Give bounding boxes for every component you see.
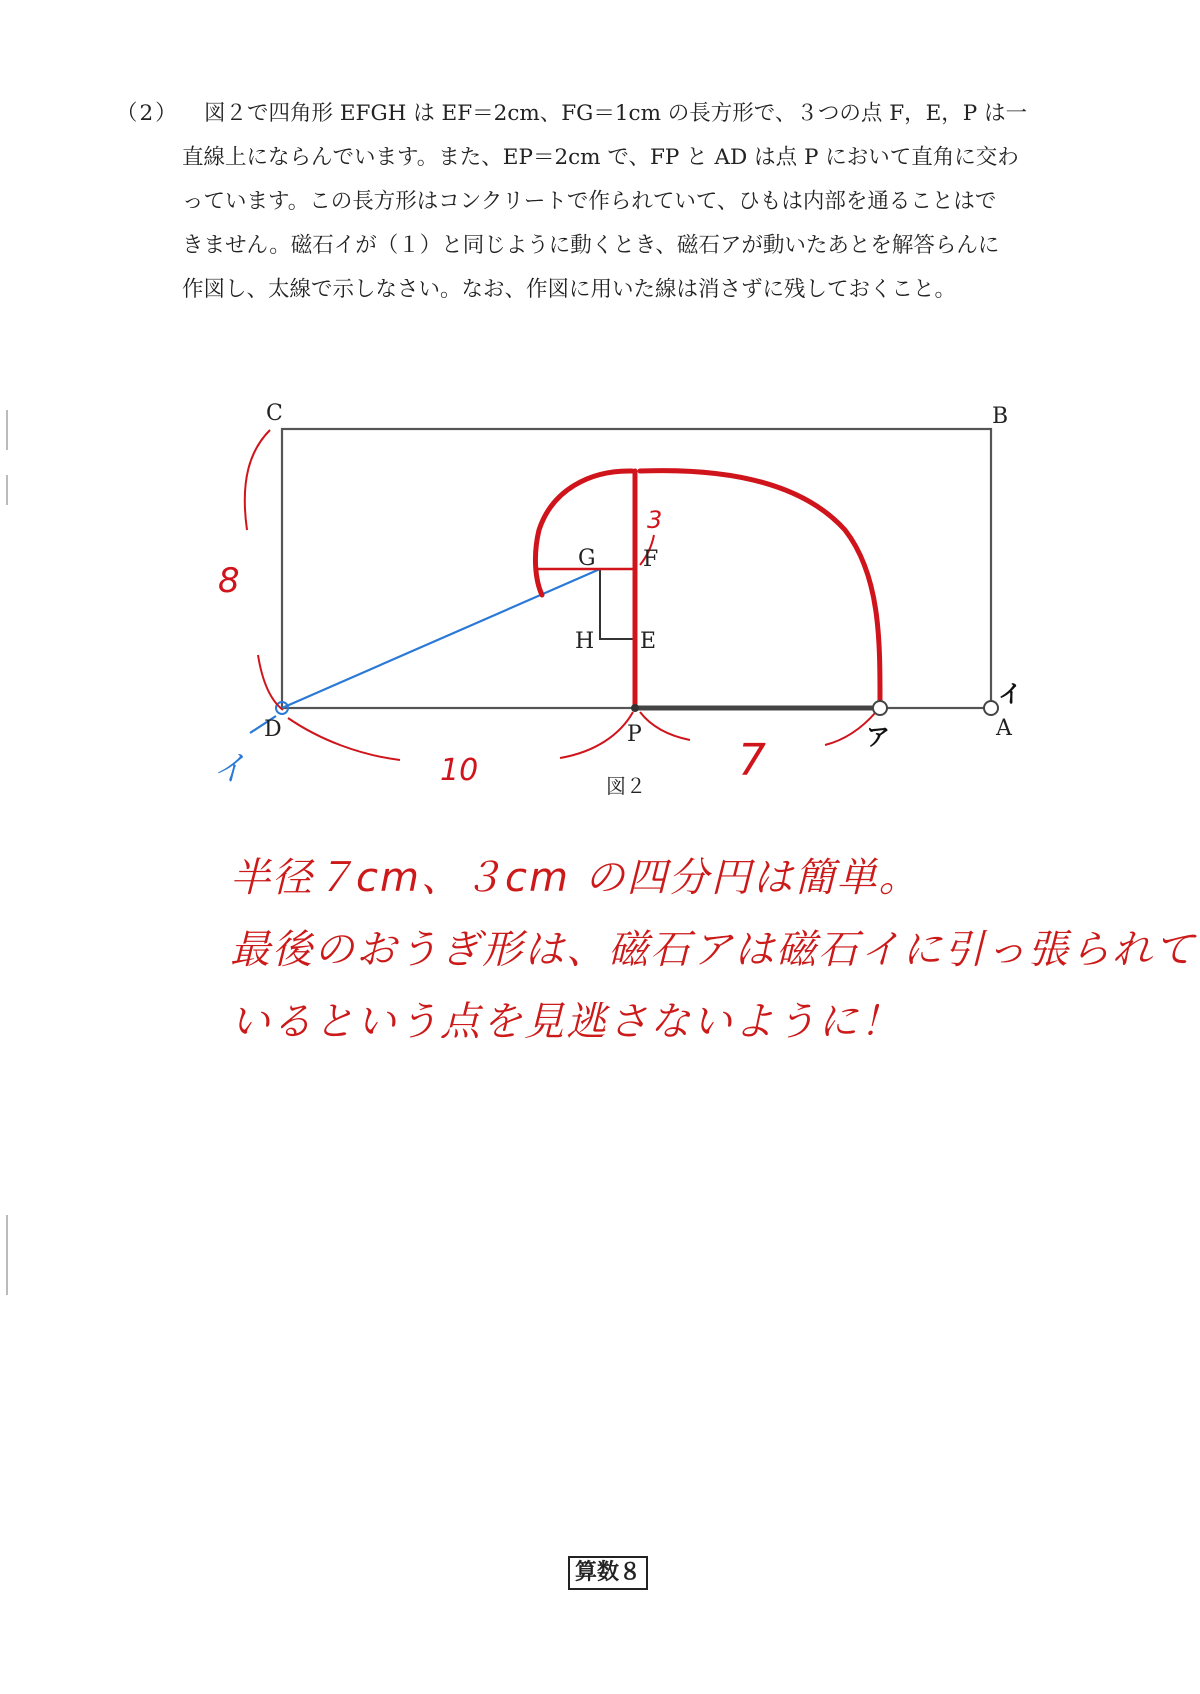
label-d: D — [264, 717, 282, 742]
dimension-arc-cd — [245, 430, 270, 530]
label-f: F — [643, 547, 659, 572]
label-p: P — [627, 722, 642, 747]
problem-number: （2） — [116, 101, 179, 126]
label-a: A — [996, 716, 1012, 741]
problem-line: っています。この長方形はコンクリートで作られていて、ひもは内部を通ることはで — [182, 189, 997, 214]
problem-line: 直線上にならんでいます。また、EP＝2cm で、FP と AD は点 P において直角に交わ — [182, 145, 1019, 170]
handwritten-note: 最後のおうぎ形は、磁石アは磁石イに引っ張られて — [230, 927, 1196, 973]
dimension-arc-dp — [288, 718, 400, 760]
label-b: B — [992, 404, 1009, 429]
dimension-arc-pa — [640, 712, 690, 740]
label-c: C — [266, 401, 283, 426]
problem-line: 作図し、太線で示しなさい。なお、作図に用いた線は消さずに残しておくこと。 — [182, 277, 957, 302]
point-p-dot — [631, 704, 639, 712]
magnet-i-circle — [984, 701, 998, 715]
magnet-a-circle — [873, 701, 887, 715]
handwritten-8: 8 — [218, 561, 240, 601]
label-g: G — [578, 546, 596, 571]
dimension-arc-dp — [560, 712, 633, 758]
handwritten-3: 3 — [647, 506, 663, 534]
label-magnet-a: ア — [866, 723, 890, 751]
handwritten-note: 半径７cm、３cm の四分円は簡単。 — [230, 855, 921, 901]
handwritten-note: いるという点を見逃さないように！ — [230, 999, 902, 1045]
label-e: E — [640, 629, 657, 654]
construction-line-dg — [282, 569, 600, 708]
page-footer-label: 算数８ — [568, 1556, 648, 1590]
label-magnet-i: イ — [998, 680, 1022, 708]
problem-line: きません。磁石イが（１）と同じように動くとき、磁石アが動いたあとを解答らんに — [182, 233, 1000, 258]
answer-path-red — [635, 471, 880, 708]
label-h: H — [575, 629, 595, 654]
handwritten-10: 10 — [440, 753, 479, 788]
rectangle-efgh — [600, 569, 635, 639]
problem-line: 図２で四角形 EFGH は EF＝2cm、FG＝1cm の長方形で、３つの点 F，E，P は一 — [204, 101, 1028, 126]
handwritten-i-blue: イ — [212, 749, 246, 789]
handwritten-7: 7 — [738, 735, 766, 786]
figure-caption: 図２ — [606, 774, 646, 798]
